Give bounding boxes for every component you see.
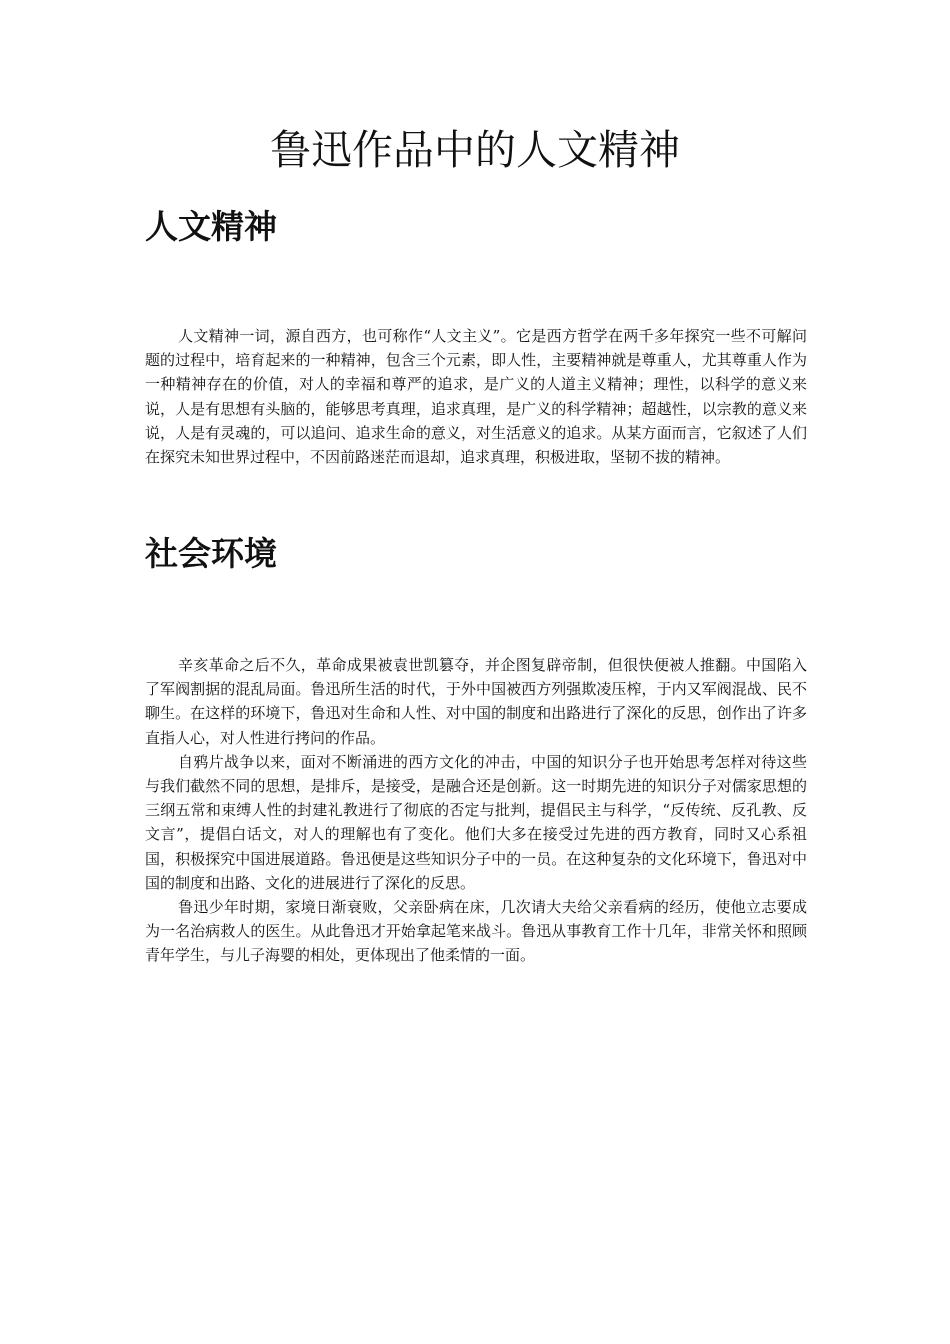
section-body-social-environment [145, 653, 807, 968]
paragraph: 自鸦片战争以来，面对不断涌进的西方文化的冲击，中国的知识分子也开始思考怎样对待这些与我们截然不同的思想，是排斥，是接受，是融合还是创新。这一时期先进的知识分子对儒家思想的三纲五常和束缚人性的封建礼教进行了彻底的否定与批判，提倡民主与科学，“反传统、反孔教、反文言”，提倡白话文，对人的理解也有了变化。他们大多在接受过先进的西方教育，同时又心系祖国，积极探究中国进展道路。鲁迅便是这些知识分子中的一员。在这种复杂的文化环境下，鲁迅对中国的制度和出路、文化的进展进行了深化的反思。 [145, 752, 807, 892]
section-heading-humanism: 人文精神 [145, 207, 277, 246]
section-heading-social-environment: 社会环境 [145, 534, 277, 573]
paragraph: 人文精神一词，源自西方，也可称作“人文主义”。它是西方哲学在两千多年探究一些不可解问题的过程中，培育起来的一种精神，包含三个元素，即人性，主要精神就是尊重人，尤其尊重人作为一种精神存在的价值，对人的幸福和尊严的追求，是广义的人道主义精神；理性，以科学的意义来说，人是有思想有头脑的，能够思考真理，追求真理，是广义的科学精神；超越性，以宗教的意义来说，人是有灵魂的，可以追问、追求生命的意义，对生活意义的追求。从某方面而言，它叙述了人们在探究未知世界过程中，不因前路迷茫而退却，追求真理，积极进取，坚韧不拔的精神。 [145, 327, 807, 467]
section-body-humanism [145, 324, 807, 469]
paragraph: 鲁迅少年时期，家境日渐衰败，父亲卧病在床，几次请大夫给父亲看病的经历，使他立志要成为一名治病救人的医生。从此鲁迅才开始拿起笔来战斗。鲁迅从事教育工作十几年，非常关怀和照顾青年学生，与儿子海婴的相处，更体现出了他柔情的一面。 [145, 898, 807, 965]
paragraph: 辛亥革命之后不久，革命成果被袁世凯篡夺，并企图复辟帝制，但很快便被人推翻。中国陷入了军阀割据的混乱局面。鲁迅所生活的时代，于外中国被西方列强欺凌压榨，于内又军阀混战、民不聊生。在这样的环境下，鲁迅对生命和人性、对中国的制度和出路进行了深化的反思，创作出了许多直指人心，对人性进行拷问的作品。 [145, 656, 807, 747]
document-title: 鲁迅作品中的人文精神 [270, 126, 680, 174]
